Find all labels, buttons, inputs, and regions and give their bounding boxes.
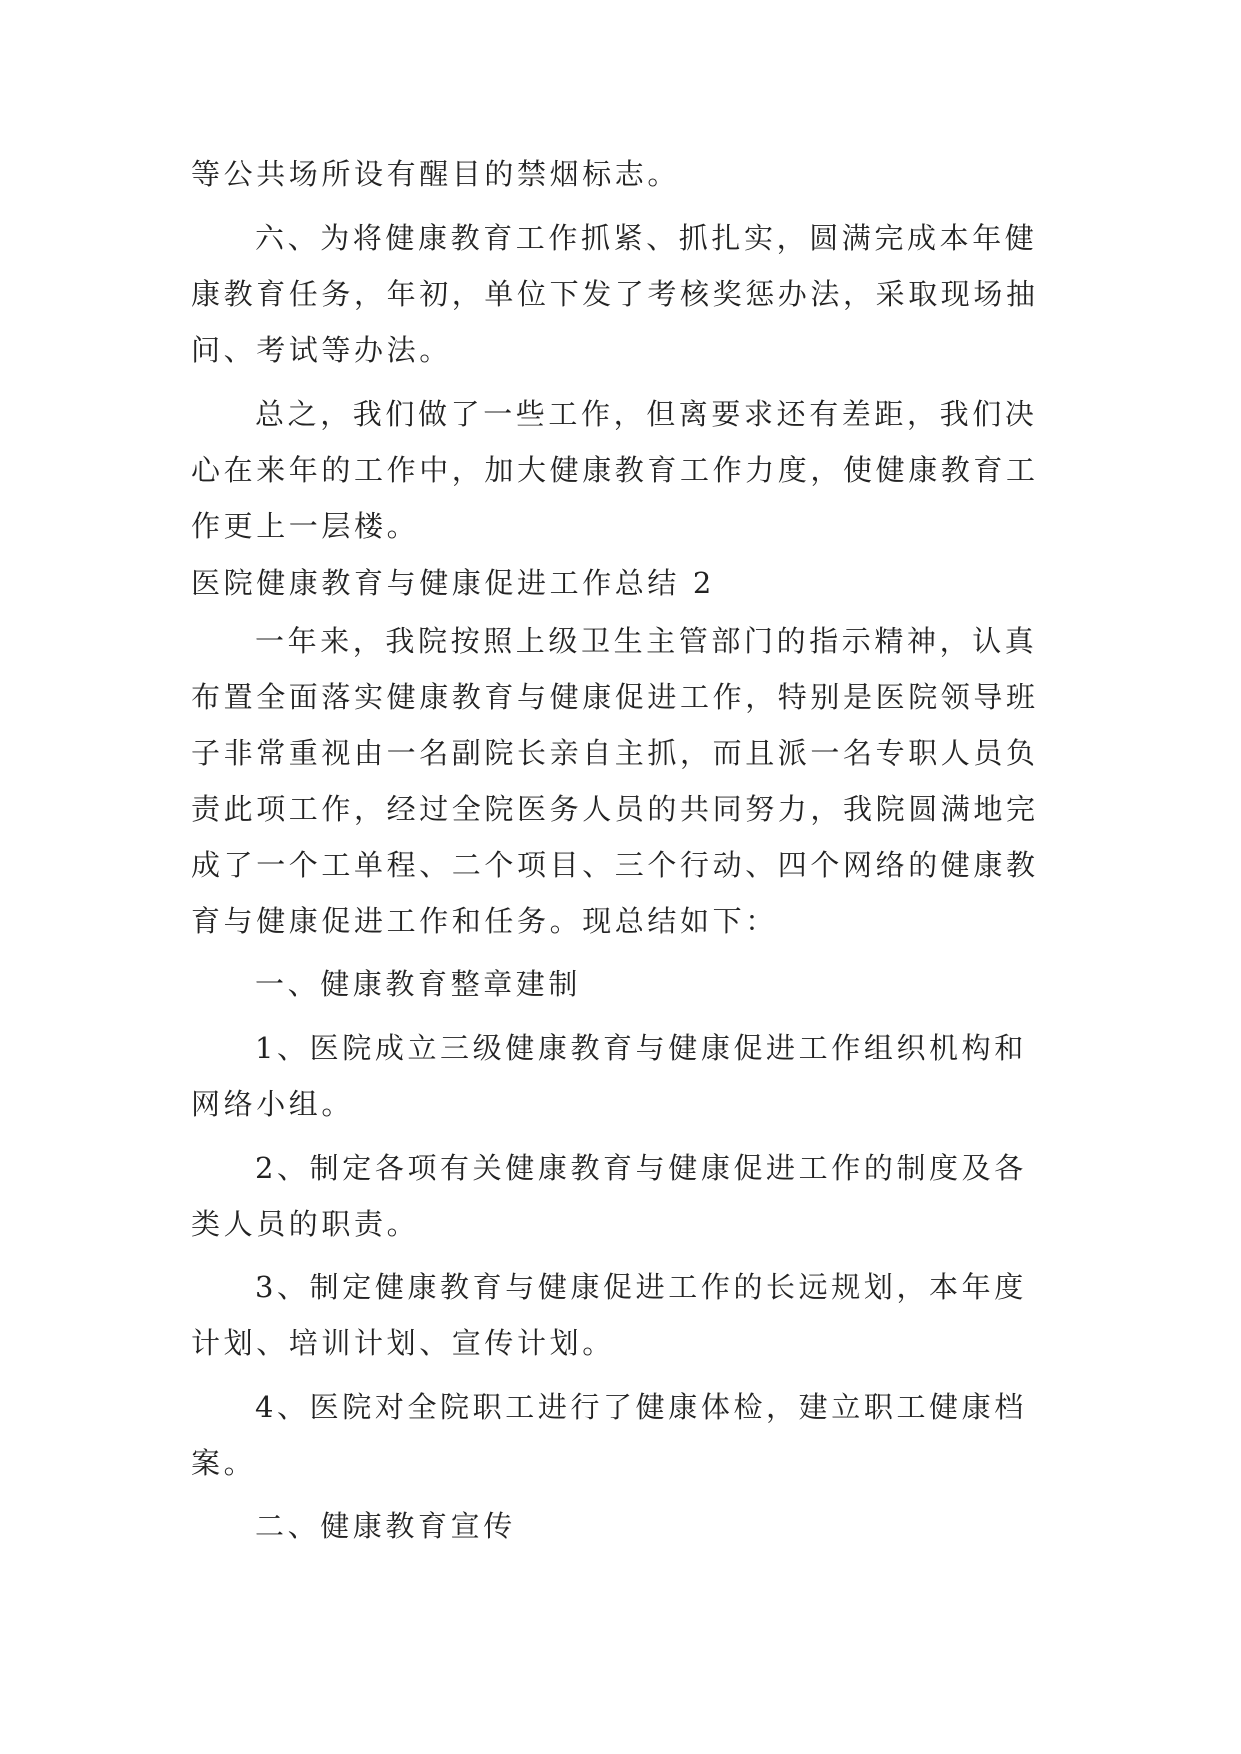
list-item: 2、制定各项有关健康教育与健康促进工作的制度及各 [255, 1151, 1027, 1185]
list-item: 1、医院成立三级健康教育与健康促进工作组织机构和 [255, 1031, 1027, 1065]
section-title: 医院健康教育与健康促进工作总结 2 [191, 566, 715, 600]
text-line: 总之，我们做了一些工作，但离要求还有差距，我们决 [255, 397, 1038, 431]
text-line: 网络小组。 [191, 1087, 355, 1121]
text-line: 作更上一层楼。 [191, 509, 420, 543]
text-line: 六、为将健康教育工作抓紧、抓扎实，圆满完成本年健 [255, 221, 1038, 255]
text-line: 布置全面落实健康教育与健康促进工作，特别是医院领导班 [191, 680, 1039, 714]
text-line: 案。 [191, 1446, 257, 1480]
text-line: 子非常重视由一名副院长亲自主抓，而且派一名专职人员负 [191, 736, 1039, 770]
list-item: 3、制定健康教育与健康促进工作的长远规划，本年度 [255, 1270, 1027, 1304]
subheading: 一、健康教育整章建制 [255, 967, 582, 1001]
text-line: 心在来年的工作中，加大健康教育工作力度，使健康教育工 [191, 453, 1039, 487]
text-line: 责此项工作，经过全院医务人员的共同努力，我院圆满地完 [191, 792, 1039, 826]
text-line: 一年来，我院按照上级卫生主管部门的指示精神，认真 [255, 624, 1038, 658]
text-line: 康教育任务，年初，单位下发了考核奖惩办法，采取现场抽 [191, 277, 1039, 311]
text-line: 问、考试等办法。 [191, 333, 452, 367]
text-line: 计划、培训计划、宣传计划。 [191, 1326, 615, 1360]
list-item: 4、医院对全院职工进行了健康体检，建立职工健康档 [255, 1390, 1027, 1424]
text-line: 类人员的职责。 [191, 1207, 420, 1241]
text-line: 育与健康促进工作和任务。现总结如下： [191, 904, 778, 938]
subheading: 二、健康教育宣传 [255, 1509, 516, 1543]
text-line: 成了一个工单程、二个项目、三个行动、四个网络的健康教 [191, 848, 1039, 882]
text-line: 等公共场所设有醒目的禁烟标志。 [191, 157, 681, 191]
